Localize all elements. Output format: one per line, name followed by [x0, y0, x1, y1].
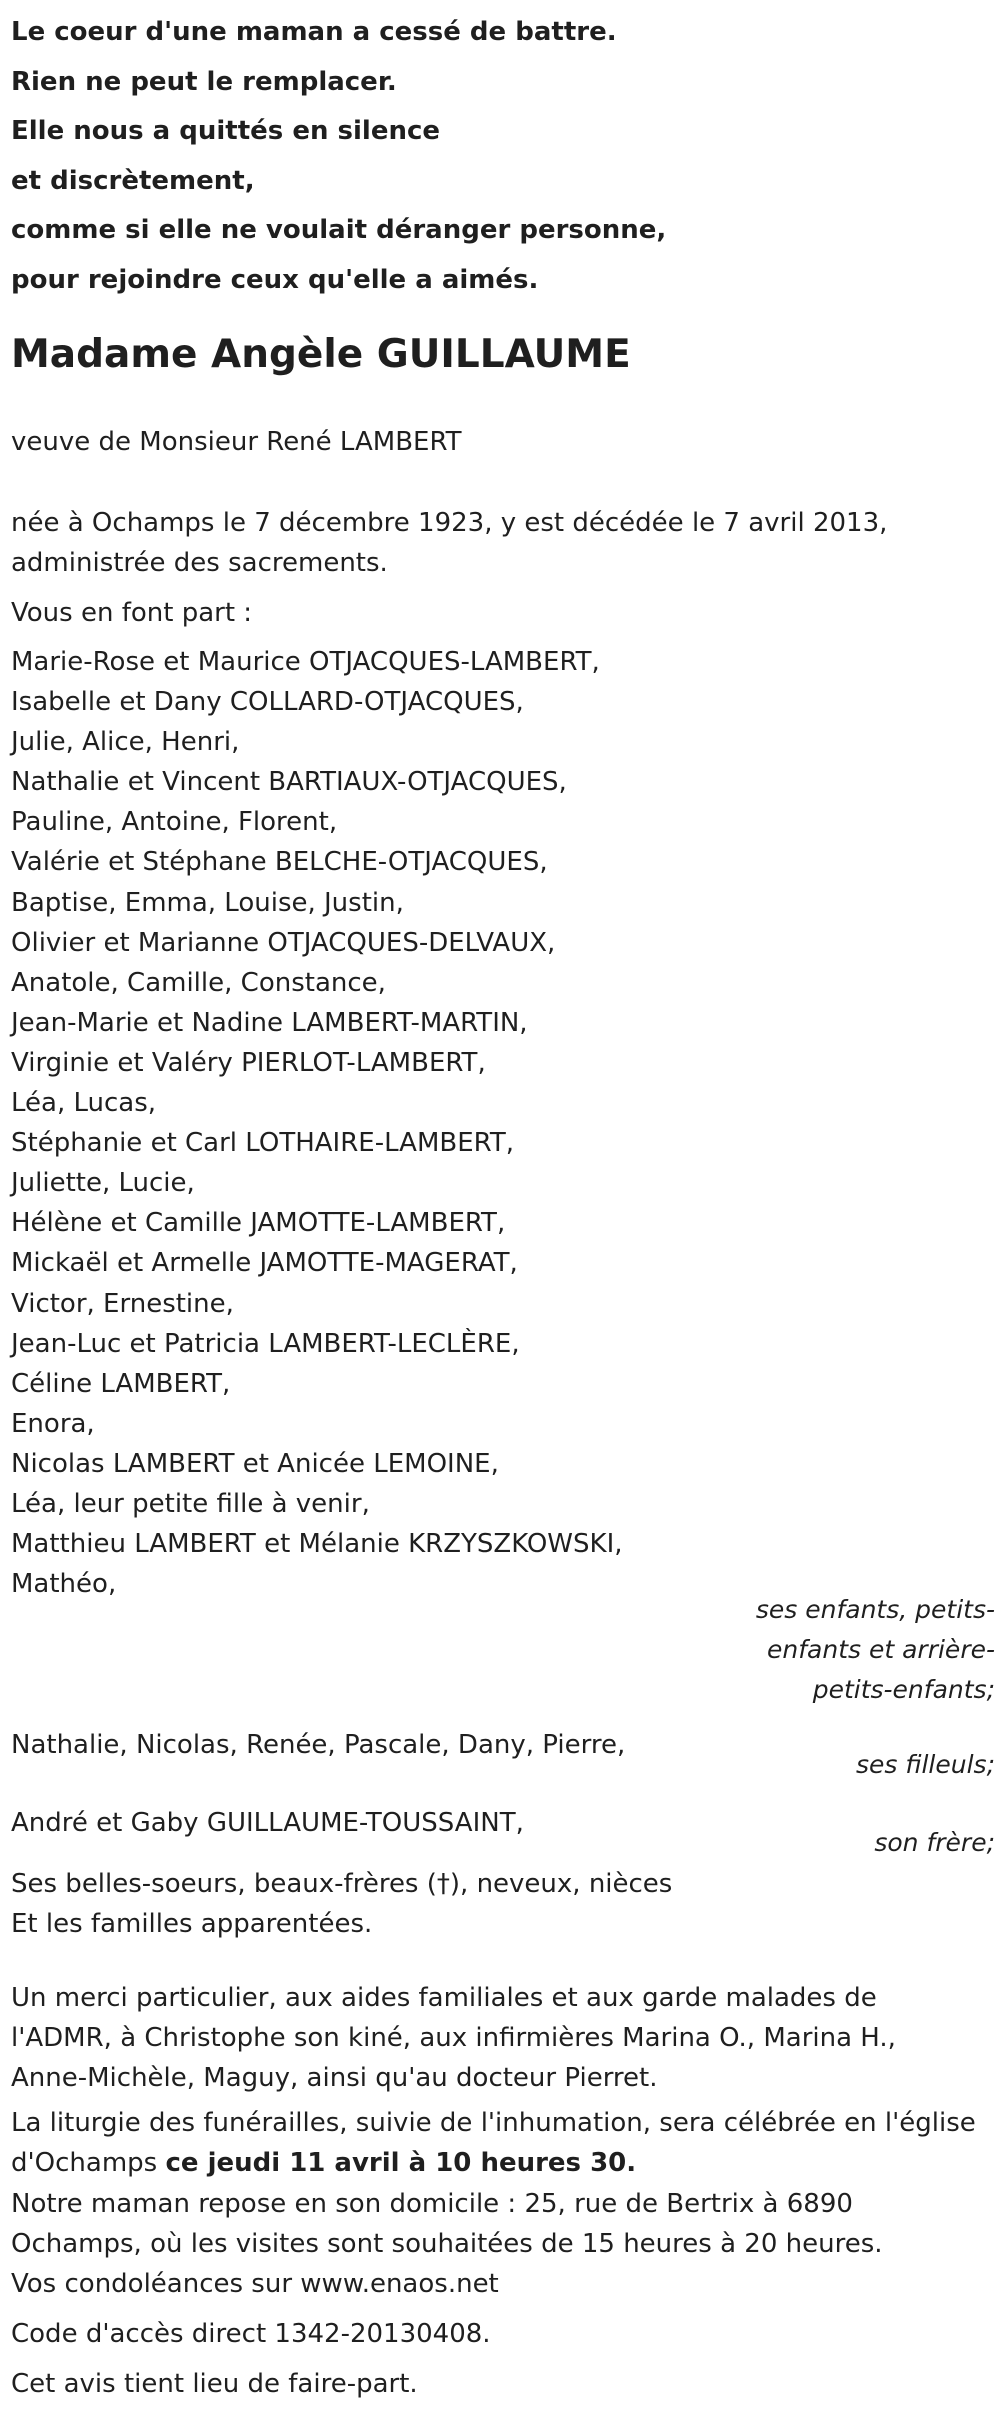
rest-line: Notre maman repose en son domicile : 25, rue de Bertrix à 6890	[11, 2189, 853, 2219]
brother-names: André et Gaby GUILLAUME-TOUSSAINT,	[11, 1808, 524, 1838]
family-row: Julie, Alice, Henri,	[11, 727, 240, 758]
family-row: Enora,	[11, 1408, 95, 1439]
liturgy-paragraph	[11, 2103, 976, 2183]
liturgy-date-time: ce jeudi 11 avril à 10 heures 30.	[165, 2148, 637, 2178]
family-row: Stéphanie et Carl LOTHAIRE-LAMBERT,	[11, 1128, 514, 1159]
family-row: Jean-Luc et Patricia LAMBERT-LECLÈRE,	[11, 1328, 520, 1359]
family-row: Baptise, Emma, Louise, Justin,	[11, 887, 404, 918]
rest-paragraph	[11, 2184, 883, 2264]
family-row: Anatole, Camille, Constance,	[11, 967, 386, 998]
birth-line: née à Ochamps le 7 décembre 1923, y est décédée le 7 avril 2013,	[11, 508, 888, 538]
family-row: Hélène et Camille JAMOTTE-LAMBERT,	[11, 1208, 506, 1239]
thanks-line: Un merci particulier, aux aides familiales et aux garde malades de	[11, 1983, 877, 2013]
family-row: Marie-Rose et Maurice OTJACQUES-LAMBERT,	[11, 647, 600, 677]
poem-line: et discrètement,	[11, 165, 255, 196]
family-row: Léa, Lucas,	[11, 1088, 157, 1119]
family-row: Céline LAMBERT,	[11, 1368, 231, 1399]
widow-line: veuve de Monsieur René LAMBERT	[11, 427, 462, 457]
condolences-line: Vos condoléances sur www.enaos.net	[11, 2269, 499, 2299]
thanks-line: Anne-Michèle, Maguy, ainsi qu'au docteur Pierret.	[11, 2063, 658, 2093]
poem-line: Le coeur d'une maman a cessé de battre.	[11, 17, 617, 47]
family-row: Valérie et Stéphane BELCHE-OTJACQUES,	[11, 847, 548, 878]
poem-line: Rien ne peut le remplacer.	[11, 66, 397, 97]
announce-line: Vous en font part :	[11, 598, 253, 628]
relation-children-label: ses enfants, petits-enfants et arrière-petits-enfants;	[755, 1595, 995, 1704]
family-row: Virginie et Valéry PIERLOT-LAMBERT,	[11, 1047, 486, 1078]
related-families-line: Et les familles apparentées.	[11, 1909, 373, 1939]
poem-line: Elle nous a quittés en silence	[11, 116, 441, 146]
family-row: Mathéo,	[11, 1569, 117, 1600]
family-row: Jean-Marie et Nadine LAMBERT-MARTIN,	[11, 1007, 528, 1038]
family-row: Nicolas LAMBERT et Anicée LEMOINE,	[11, 1448, 499, 1479]
thanks-paragraph	[11, 1978, 896, 2098]
family-list	[11, 642, 623, 1604]
family-row: Olivier et Marianne OTJACQUES-DELVAUX,	[11, 927, 556, 958]
birth-death-info	[11, 503, 887, 583]
inlaws-block	[11, 1864, 672, 1944]
faire-part-line: Cet avis tient lieu de faire-part.	[11, 2369, 418, 2399]
deceased-name: Madame Angèle GUILLAUME	[11, 332, 631, 377]
sacraments-line: administrée des sacrements.	[11, 548, 388, 578]
relation-brother-label: son frère;	[874, 1828, 995, 1857]
family-row: Pauline, Antoine, Florent,	[11, 807, 338, 838]
poem-line: comme si elle ne voulait déranger personne,	[11, 215, 667, 245]
family-row: Victor, Ernestine,	[11, 1288, 234, 1319]
godchildren-names: Nathalie, Nicolas, Renée, Pascale, Dany, Pierre,	[11, 1730, 626, 1760]
family-row: Léa, leur petite fille à venir,	[11, 1488, 370, 1519]
family-row: Mickaël et Armelle JAMOTTE-MAGERAT,	[11, 1248, 518, 1279]
liturgy-place: d'Ochamps	[11, 2148, 166, 2178]
thanks-line: l'ADMR, à Christophe son kiné, aux infirmières Marina O., Marina H.,	[11, 2023, 896, 2053]
liturgy-line: La liturgie des funérailles, suivie de l'inhumation, sera célébrée en l'église	[11, 2108, 976, 2138]
family-row: Matthieu LAMBERT et Mélanie KRZYSZKOWSKI,	[11, 1529, 623, 1560]
poem	[11, 8, 666, 305]
family-row: Isabelle et Dany COLLARD-OTJACQUES,	[11, 687, 524, 718]
relation-godchildren-label: ses filleuls;	[855, 1750, 995, 1779]
liturgy-line-2	[11, 2143, 976, 2183]
poem-line: pour rejoindre ceux qu'elle a aimés.	[11, 264, 539, 295]
family-row: Nathalie et Vincent BARTIAUX-OTJACQUES,	[11, 767, 567, 798]
rest-line: Ochamps, où les visites sont souhaitées de 15 heures à 20 heures.	[11, 2229, 883, 2259]
inlaws-line: Ses belles-soeurs, beaux-frères (†), neveux, nièces	[11, 1869, 673, 1899]
access-code-line: Code d'accès direct 1342-20130408.	[11, 2319, 491, 2349]
family-row: Juliette, Lucie,	[11, 1168, 195, 1199]
